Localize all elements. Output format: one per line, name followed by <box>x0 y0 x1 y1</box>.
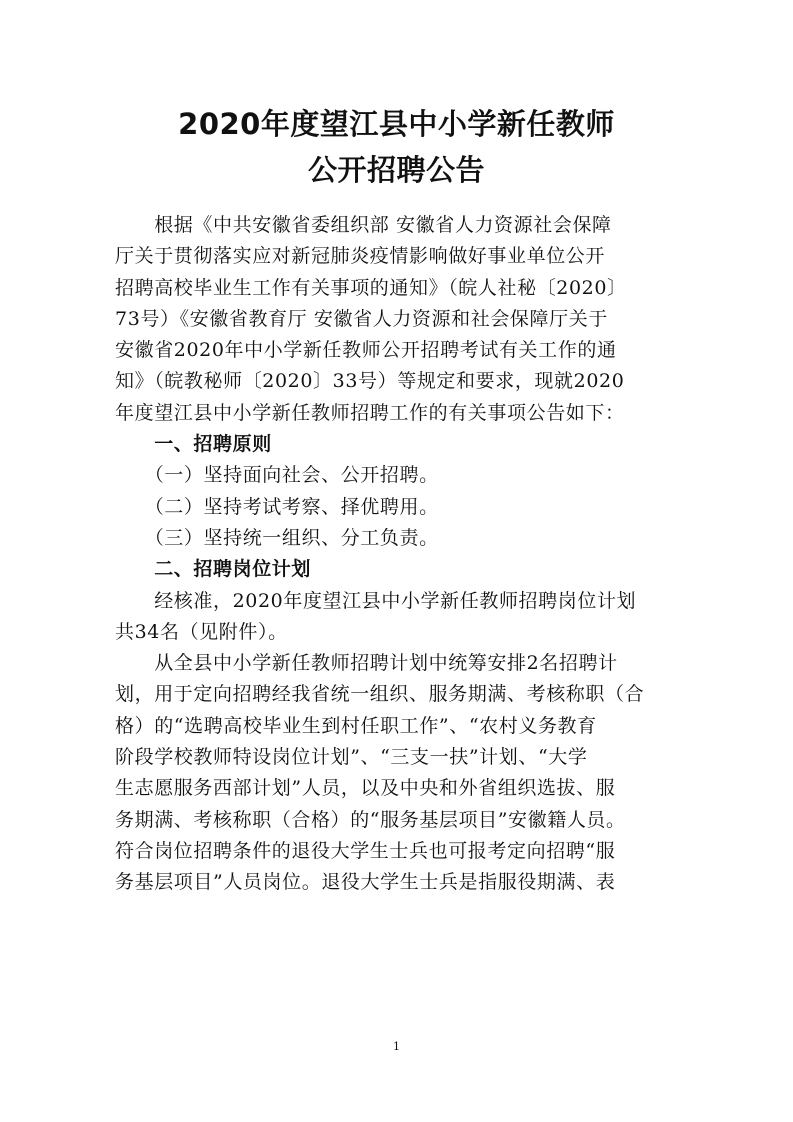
page-number: 1 <box>393 1040 400 1053</box>
body-line: 73号）《安徽省教育厅 安徽省人力资源和社会保障厅关于 <box>115 307 608 330</box>
body-line: 根据《中共安徽省委组织部 安徽省人力资源社会保障 <box>115 214 612 236</box>
body-line: 年度望江县中小学新任教师招聘工作的有关事项公告如下： <box>115 401 625 424</box>
body-line: 厅关于贯彻落实应对新冠肺炎疫情影响做好事业单位公开 <box>115 245 606 268</box>
document-body <box>115 210 683 899</box>
document-title-line-2: 公开招聘公告 <box>307 153 485 187</box>
body-line: 符合岗位招聘条件的退役大学生士兵也可报考定向招聘“服 <box>115 839 616 862</box>
principle-item-2: （二）坚持考试考察、择优聘用。 <box>115 495 439 518</box>
body-line: 务期满、考核称职（合格）的“服务基层项目”安徽籍人员。 <box>115 808 626 831</box>
body-line: 务基层项目”人员岗位。退役大学生士兵是指服役期满、表 <box>115 871 616 894</box>
principle-item-3: （三）坚持统一组织、分工负责。 <box>115 526 439 549</box>
document-title-line-1: 2020年度望江县中小学新任教师 <box>178 107 615 141</box>
body-line: 知》（皖教秘师〔2020〕33号）等规定和要求，现就2020 <box>115 370 625 393</box>
principle-item-1: （一）坚持面向社会、公开招聘。 <box>115 464 439 487</box>
body-line: 从全县中小学新任教师招聘计划中统筹安排2名招聘计 <box>115 652 618 675</box>
body-line: 生志愿服务西部计划”人员，以及中央和外省组织选拔、服 <box>115 777 616 800</box>
body-line: 安徽省2020年中小学新任教师公开招聘考试有关工作的通 <box>115 339 617 362</box>
body-line: 划，用于定向招聘经我省统一组织、服务期满、考核称职（合 <box>115 683 645 706</box>
body-line: 阶段学校教师特设岗位计划”、“三支一扶”计划、“大学 <box>115 746 588 769</box>
body-line: 招聘高校毕业生工作有关事项的通知》（皖人社秘〔2020〕 <box>115 276 627 299</box>
section-heading-1: 一、招聘原则 <box>115 433 272 456</box>
body-line: 格）的“选聘高校毕业生到村任职工作”、“农村义务教育 <box>115 714 597 737</box>
body-line: 经核准，2020年度望江县中小学新任教师招聘岗位计划 <box>115 589 637 612</box>
section-heading-2: 二、招聘岗位计划 <box>115 558 312 581</box>
body-line: 共34名（见附件）。 <box>115 620 288 643</box>
